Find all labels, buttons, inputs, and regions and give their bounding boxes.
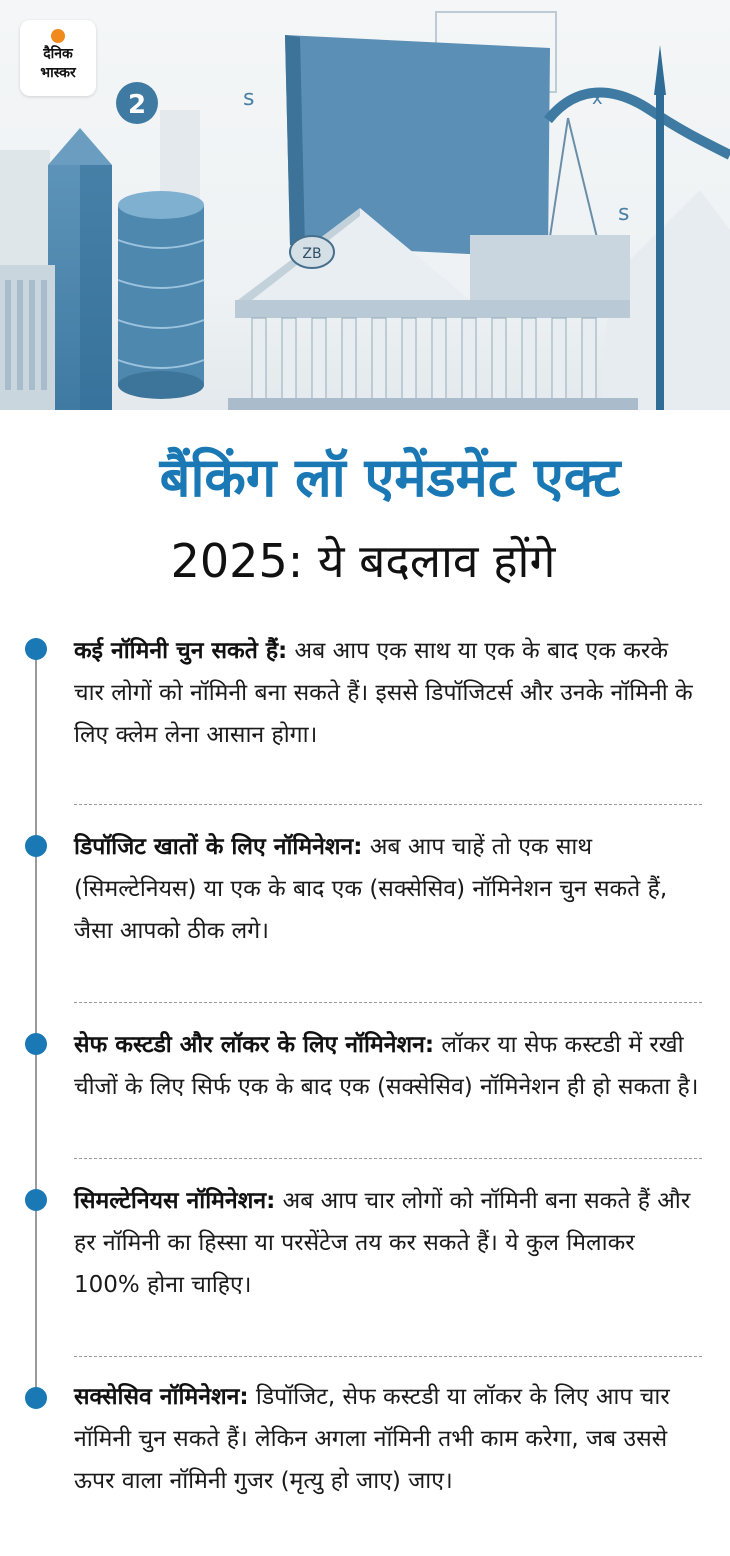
logo-text-line1: दैनिक bbox=[43, 46, 73, 62]
list-item-text bbox=[74, 826, 700, 952]
list-item-body: लॉकर या सेफ कस्टडी में रखी चीजों के लिए सिर्फ एक के बाद एक (सक्सेसिव) नॉमिनेशन ही हो सकता है। bbox=[74, 1032, 699, 1100]
logo-text-line2: भास्कर bbox=[40, 65, 76, 81]
divider bbox=[74, 804, 702, 805]
scribble-mark: s bbox=[618, 201, 630, 226]
dainik-bhaskar-logo bbox=[20, 20, 96, 96]
list-item-heading: डिपॉजिट खातों के लिए नॉमिनेशन: bbox=[74, 834, 363, 860]
list-item-text bbox=[74, 630, 700, 756]
bullet-dot-icon bbox=[25, 1189, 47, 1211]
bullet-dot-icon bbox=[25, 1387, 47, 1409]
list-item-text bbox=[74, 1024, 700, 1108]
hero-illustration bbox=[0, 0, 730, 410]
page-title: बैंकिंग लॉ एमेंडमेंट एक्ट bbox=[159, 446, 621, 509]
list-item-heading: सेफ कस्टडी और लॉकर के लिए नॉमिनेशन: bbox=[74, 1032, 435, 1058]
timeline-line bbox=[35, 650, 37, 1400]
list-item-text bbox=[74, 1376, 700, 1502]
scribble-mark: x bbox=[592, 88, 603, 109]
list-item-body: अब आप चार लोगों को नॉमिनी बना सकते हैं और हर नॉमिनी का हिस्सा या परसेंटेज तय कर सकते हैं। ये कुल मिलाकर 100% होना चाहिए। bbox=[74, 1188, 691, 1298]
list-item-body: डिपॉजिट, सेफ कस्टडी या लॉकर के लिए आप चार नॉमिनी चुन सकते हैं। लेकिन अगला नॉमिनी तभी काम करेगा, जब उससे ऊपर वाला नॉमिनी गुजर (मृत्यु हो जाए) जाए। bbox=[74, 1384, 670, 1494]
bank-side-roof bbox=[470, 235, 630, 305]
divider bbox=[74, 1356, 702, 1357]
coin-stack bbox=[118, 205, 204, 385]
list-item-heading: सक्सेसिव नॉमिनेशन: bbox=[74, 1384, 249, 1410]
skyscraper-roof bbox=[48, 128, 112, 165]
bank-emblem-text: ZB bbox=[302, 246, 322, 262]
bank-columns bbox=[252, 318, 596, 400]
divider bbox=[74, 1158, 702, 1159]
list-item-heading: कई नॉमिनी चुन सकते हैं: bbox=[74, 638, 288, 664]
page-subtitle: 2025: ये बदलाव होंगे bbox=[170, 534, 556, 588]
bullet-dot-icon bbox=[25, 1033, 47, 1055]
banking-illustration bbox=[0, 0, 730, 410]
list-item-heading: सिमल्टेनियस नॉमिनेशन: bbox=[74, 1188, 276, 1214]
list-item-body: अब आप चाहें तो एक साथ (सिमल्टेनियस) या एक के बाद एक (सक्सेसिव) नॉमिनेशन चुन सकते हैं, जैसा आपको ठीक लगे। bbox=[74, 834, 668, 944]
document-banner bbox=[285, 35, 550, 258]
logo-sun-icon bbox=[51, 29, 65, 43]
scale-pole bbox=[656, 95, 664, 410]
bullet-dot-icon bbox=[25, 638, 47, 660]
list-item-body: अब आप एक साथ या एक के बाद एक करके चार लोगों को नॉमिनी बना सकते हैं। इससे डिपॉजिटर्स और उनके नॉमिनी के लिए क्लेम लेना आसान होगा। bbox=[74, 638, 693, 748]
list-item-text bbox=[74, 1180, 700, 1306]
number-badge-text: 2 bbox=[127, 90, 147, 120]
scribble-mark: s bbox=[243, 86, 255, 111]
bullet-dot-icon bbox=[25, 835, 47, 857]
divider bbox=[74, 1002, 702, 1003]
